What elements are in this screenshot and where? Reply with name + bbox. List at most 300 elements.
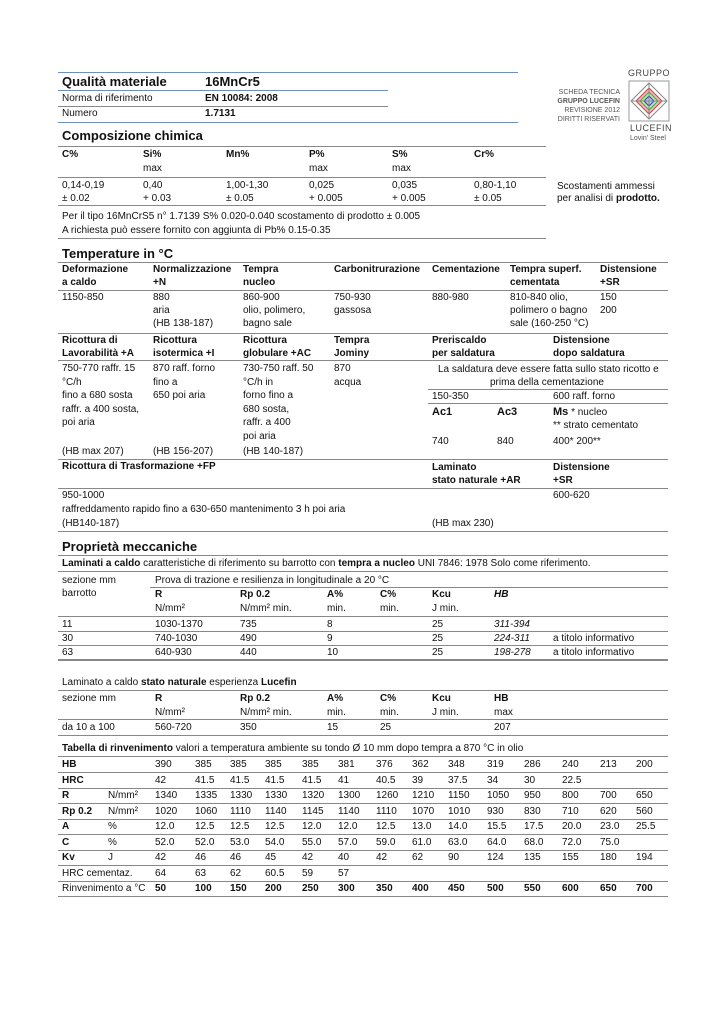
chem-col-header: S% [392,149,408,160]
temp-value: polimero o bagno [510,305,588,316]
temper-cell: 650 [600,883,617,894]
chem-value: 0,40 [143,180,163,191]
chem-rule-mid [58,177,546,178]
temper-row-label: R [62,790,70,801]
temper-cell: 1140 [265,805,287,817]
temper-cell: 41.5 [302,774,322,786]
chem-rule-top [58,146,546,147]
temper-cell: 124 [487,852,504,863]
temper-cell: 1145 [302,805,324,817]
logo-tagline: Lovin' Steel [630,135,666,142]
temper-cell: 1335 [195,790,218,801]
mech-col-header: Kcu [432,589,451,600]
sr-value: 600-620 [553,490,590,501]
temper-cell: 12.0 [338,821,358,832]
temp-rule-3 [58,333,668,334]
temper-cell: 1060 [195,805,218,817]
temper-cell: 62 [230,867,242,879]
mech-cell: 9 [327,633,333,644]
natural-col-unit: max [494,707,513,718]
temper-cell: 560 [636,805,653,817]
section-label-1: sezione mm [62,575,116,586]
temp-header-sub: Jominy [334,348,370,359]
mech-row-rule [58,631,668,632]
temp-header-sub: a caldo [62,277,97,288]
mech-col-unit: min. [327,603,346,614]
mech-intro-bold-2: tempra a nucleo [338,558,415,569]
temp-header-sub: globulare +AC [243,348,312,359]
mech-rule-1 [58,555,668,556]
natural-cell: 207 [494,722,511,733]
sr-header [553,461,610,487]
temper-cell: 68.0 [524,836,544,848]
chem-note-line-1: Scostamenti ammessi [557,181,655,192]
natural-col-unit: min. [380,707,399,718]
temper-cell: 213 [600,759,617,770]
temp-value: forno fino a [243,390,294,401]
temper-cell: 30 [524,774,536,786]
temp-rule-5 [58,459,668,460]
temp-title: Temperature in °C [62,246,174,261]
chem-note-bold: prodotto. [615,193,660,204]
fp-header: Ricottura di Trasformazione +FP [62,461,216,472]
quality-label: Qualità materiale [62,74,167,89]
temper-cell: 54.0 [265,836,285,848]
temper-cell: 300 [338,883,355,894]
temp-value: acqua [334,376,362,388]
natural-col-unit: J min. [432,707,459,718]
fp-value-2: raffreddamento rapido fino a 630-650 mantenimento 3 h poi aria [62,504,346,515]
natural-caption-bold-2: Lucefin [261,677,297,688]
temp-header-sub: Lavorabilità +A [62,348,134,359]
ac3-label: Ac3 [497,406,518,418]
temper-cell: 90 [448,852,460,863]
temp-header: Normalizzazione [153,264,232,275]
temper-cell: 75.0 [600,836,620,848]
temp-header: Cementazione [432,264,500,275]
ms-note: * nucleo [571,407,608,418]
temper-row-label: HB [62,759,77,770]
temper-row-unit: N/mm² [108,805,138,817]
temp-value: 870 [334,363,351,374]
temp-value: raffr. a 400 sosta, [62,403,140,415]
temper-cell: 46 [195,852,207,863]
natural-caption-bold-1: stato naturale [140,677,207,688]
natural-rule-head [58,719,668,720]
natural-col-unit: N/mm² [155,707,185,718]
fp-value-3: (HB140-187) [62,518,120,529]
temper-row-label: HRC [62,774,84,786]
temp-header: Ricottura [153,335,197,346]
temper-cell: 52.0 [195,836,215,848]
temper-cell: 55.0 [302,836,322,848]
temp-value: (HB max 207) [62,446,124,457]
number-label: Numero [62,108,98,119]
temper-row-label: HRC cementaz. [62,867,133,879]
chem-rule-end [58,238,546,239]
chem-rule-bot [58,205,546,206]
temp-header-sub: per saldatura [432,348,495,359]
temper-cell: 20.0 [562,821,582,832]
temper-cell: 1330 [265,790,288,801]
temper-cell: 41 [338,774,350,786]
temper-row-rule [58,772,668,773]
temper-cell: 41.5 [230,774,250,786]
chem-col-header: Cr% [474,149,495,160]
chem-tolerance: ± 0.05 [226,193,254,204]
temper-row-rule [58,896,668,897]
chem-value: 1,00-1,30 [226,180,269,191]
chem-note-text: per analisi di [557,193,614,204]
mech-cell: 640-930 [155,647,192,658]
temper-row-label: C [62,836,70,848]
chem-value: 0,80-1,10 [474,180,517,191]
temp-value: 880-980 [432,292,469,303]
mech-intro [62,558,591,569]
temp-value: 870 raff. forno [153,363,216,374]
header-rule-3 [58,122,518,123]
temper-cell: 1150 [448,790,470,801]
mech-rule-end [58,660,668,661]
temper-cell: 385 [265,759,282,770]
chem-note-line-2 [557,193,660,204]
temper-cell: 286 [524,759,541,770]
quality-value: 16MnCr5 [205,74,260,89]
temper-cell: 180 [600,852,617,863]
mech-col-unit: N/mm² [155,603,185,614]
temper-cell: 42 [155,852,167,863]
mech-col-unit: J min. [432,603,459,614]
natural-rule-end [58,735,668,736]
temper-cell: 1320 [302,790,325,801]
mech-cell: 30 [62,633,74,644]
temper-row-label: Rinvenimento a °C [62,883,146,894]
temper-cell: 240 [562,759,579,770]
temper-row-rule [58,819,668,820]
temp-value: °C/h in [243,376,274,388]
chem-tolerance: ± 0.05 [474,193,502,204]
mech-cell: a titolo informativo [553,633,635,644]
temper-cell: 1110 [230,805,251,817]
stress-relief-value: 600 raff. forno [553,391,616,402]
natural-col-unit: min. [327,707,346,718]
mech-title: Proprietà meccaniche [62,539,198,554]
temp-header: Tempra [243,264,279,275]
temp-rule-2 [58,290,668,291]
temper-cell: 34 [487,774,499,786]
mech-cell: a titolo informativo [553,647,635,658]
temper-title-text: valori a temperatura ambiente su tondo Ø 10 mm dopo tempra a 870 °C in olio [172,743,524,754]
weld-note-2: prima della cementazione [490,377,604,388]
temper-cell: 61.0 [412,836,432,848]
natural-cell: 25 [380,722,392,733]
temper-cell: 100 [195,883,212,894]
natural-cell: da 10 a 100 [62,722,115,733]
temper-cell: 385 [195,759,212,770]
logo-brand-top: GRUPPO [628,68,671,78]
chem-value: 0,14-0,19 [62,180,105,191]
temper-cell: 200 [265,883,282,894]
temper-cell: 1300 [338,790,361,801]
mech-cell: 224-311 [494,633,530,644]
chem-value: 0,025 [309,180,335,191]
mech-cell: 490 [240,633,257,644]
chem-tolerance: + 0.03 [143,193,172,204]
temp-value: aria [153,305,170,316]
lucefin-logo-icon [628,80,670,122]
temper-cell: 600 [562,883,579,894]
mech-col-header: C% [380,589,397,600]
logo-line-1: SCHEDA TECNICA [558,89,620,96]
temper-cell: 59 [302,867,314,879]
temper-cell: 42 [376,852,388,863]
temper-cell: 381 [338,759,355,770]
chem-foot-2: A richiesta può essere fornito con aggiunta di Pb% 0.15-0.35 [62,225,331,236]
chem-col-sub: max [143,163,162,174]
temper-cell: 385 [230,759,247,770]
sr-header-2: +SR [553,475,573,486]
temp-rule-1 [58,262,668,263]
temp-header: Carbonitrurazione [334,264,421,275]
temper-cell: 13.0 [412,821,432,832]
natural-col-header: A% [327,693,344,704]
temper-row-rule [58,865,668,866]
temper-cell: 40.5 [376,774,396,786]
temp-value: sale (160-250 °C) [510,318,589,329]
temp-value: 750-770 raffr. 15 [62,363,136,374]
temper-cell: 52.0 [155,836,175,848]
logo-line-2: GRUPPO LUCEFIN [557,98,620,105]
mech-rule-3 [150,587,668,588]
temp-rule-end [58,531,668,532]
temper-cell: 390 [155,759,172,770]
temper-cell: 376 [376,759,393,770]
mech-cell: 25 [432,633,444,644]
temper-cell: 23.0 [600,821,620,832]
preheat-value: 150-350 [432,391,469,402]
temper-row-unit: % [108,821,117,832]
temp-value: 200 [600,305,617,316]
temp-value: 880 [153,292,170,303]
temper-cell: 250 [302,883,319,894]
natural-col-header: R [155,693,163,704]
temper-cell: 64 [155,867,167,879]
logo-line-4: DIRITTI RISERVATI [557,116,620,123]
temper-cell: 700 [600,790,617,801]
mech-rule-head [58,616,668,617]
temp-value: bagno sale [243,318,292,329]
ms-note-2: ** strato cementato [553,420,639,431]
mech-intro-bold-1: Laminati a caldo [62,558,141,569]
header-top-rule [58,72,518,73]
temper-cell: 830 [524,805,541,817]
temper-cell: 22.5 [562,774,582,786]
logo-brand-bottom: LUCEFIN [630,123,673,133]
chem-col-header: Mn% [226,149,250,160]
mech-col-unit: min. [380,603,399,614]
temp-header-sub: nucleo [243,277,276,288]
chem-tolerance: + 0.005 [392,193,426,204]
natural-section-label: sezione mm [62,693,116,704]
temper-cell: 400 [412,883,429,894]
mech-intro-text-1: caratteristiche di riferimento su barrotto con [140,558,339,569]
temp-value: olio, polimero, [243,305,306,316]
temper-cell: 385 [302,759,319,770]
temper-cell: 12.5 [376,821,396,832]
temp-value: gassosa [334,305,372,316]
chem-tolerance: ± 0.02 [62,193,90,204]
temp-value: (HB 140-187) [243,446,304,457]
temp-rule-4 [58,360,668,361]
header-rule-1 [58,90,388,91]
ac3-value: 840 [497,436,514,447]
temp-header-sub: cementata [510,277,560,288]
natural-rule-1 [58,690,668,691]
temper-cell: 15.5 [487,821,507,832]
temper-cell: 550 [524,883,541,894]
ar-header-1: Laminato [432,462,477,473]
temp-value: °C/h [62,376,82,388]
temp-header-sub: isotermica +I [153,348,215,359]
chem-col-header: Si% [143,149,162,160]
temper-cell: 41.5 [195,774,215,786]
temper-row-label: Rp 0.2 [62,805,93,817]
temper-cell: 930 [487,805,504,817]
fp-value-1: 950-1000 [62,490,105,501]
temp-value: 810-840 olio, [510,292,568,303]
norm-value: EN 10084: 2008 [205,93,278,104]
temper-cell: 800 [562,790,579,801]
temp-header: Preriscaldo [432,335,487,346]
mech-cell: 25 [432,619,444,630]
weld-rule-1 [428,389,668,390]
temper-cell: 62 [412,852,424,863]
temp-header: Ricottura di [62,335,118,346]
temper-cell: 1140 [338,805,360,817]
mech-cell: 311-394 [494,619,530,630]
mech-row-rule [58,645,668,646]
mech-intro-text-2: UNI 7846: 1978 Solo come riferimento. [414,558,591,569]
mech-cell: 740-1030 [155,633,198,644]
natural-col-header: C% [380,693,397,704]
ac1-value: 740 [432,436,449,447]
temper-row-label: A [62,821,70,832]
mech-col-header: R [155,589,163,600]
temper-cell: 37.5 [448,774,468,786]
temp-header: Ricottura [243,335,287,346]
temper-title [62,743,523,754]
temper-title-bold: Tabella di rinvenimento [62,743,173,754]
temper-row-unit: N/mm² [108,790,138,801]
mech-cell: 8 [327,619,333,630]
mech-cell: 1030-1370 [155,619,203,630]
temper-cell: 12.5 [265,821,285,832]
temper-row-rule [58,788,668,789]
mech-col-header: A% [327,589,344,600]
temper-cell: 348 [448,759,465,770]
temper-cell: 12.5 [230,821,250,832]
temper-row-rule [58,803,668,804]
natural-col-header: HB [494,693,509,704]
temp-header: Tempra superf. [510,264,582,275]
ar-header-2: stato naturale +AR [432,475,521,486]
temper-cell: 1330 [230,790,253,801]
natural-caption-1: Laminato a caldo [62,677,141,688]
weld-note-1: La saldatura deve essere fatta sullo stato ricotto e [438,364,659,375]
mech-cell: 440 [240,647,257,658]
norm-label: Norma di riferimento [62,93,153,104]
temper-cell: 1020 [155,805,178,817]
temp-value: 650 poi aria [153,390,206,401]
temp-value: 750-930 [334,292,371,303]
natural-caption [62,677,297,688]
temp-value: (HB 156-207) [153,446,214,457]
natural-col-header: Rp 0.2 [240,693,271,704]
mech-cell: 11 [62,619,73,630]
temper-cell: 63 [195,867,207,879]
mech-cell: 63 [62,647,74,658]
temper-cell: 950 [524,790,541,801]
temper-cell: 64.0 [487,836,507,848]
temper-cell: 150 [230,883,247,894]
section-label-2: barrotto [62,588,97,599]
temper-cell: 42 [155,774,167,786]
temper-cell: 1070 [412,805,435,817]
temp-value: poi aria [243,430,276,442]
mech-col-header: Rp 0.2 [240,589,271,600]
chem-foot-1: Per il tipo 16MnCrS5 n° 1.7139 S% 0.020-0.040 scostamento di prodotto ± 0.005 [62,211,421,222]
temper-rule-top [58,756,668,757]
mech-cell: 10 [327,647,339,658]
temper-cell: 59.0 [376,836,396,848]
temper-cell: 17.5 [524,821,544,832]
temp-value: poi aria [62,417,95,428]
temper-cell: 1050 [487,790,510,801]
weld-rule-2 [428,403,668,404]
ar-value: (HB max 230) [432,518,494,529]
mech-col-header: HB [494,589,509,600]
temper-cell: 362 [412,759,429,770]
temp-header-sub: +SR [600,277,620,288]
mech-cell: 198-278 [494,647,531,658]
chem-title: Composizione chimica [62,128,203,143]
chem-col-sub: max [392,163,411,174]
test-caption: Prova di trazione e resilienza in longitudinale a 20 °C [155,575,390,586]
ms-label [553,406,607,418]
temp-value: fino a 680 sosta [62,390,133,401]
temper-cell: 14.0 [448,821,468,832]
temper-cell: 620 [600,805,617,817]
temp-value: 150 [600,292,617,303]
temp-value: raffr. a 400 [243,417,291,428]
header-rule-2 [58,106,388,107]
temper-cell: 155 [562,852,579,863]
temp-value: fino a [153,376,178,388]
chem-tolerance: + 0.005 [309,193,343,204]
temper-cell: 50 [155,883,167,894]
temper-cell: 12.0 [302,821,322,832]
temper-cell: 1010 [448,805,471,817]
temper-cell: 1210 [412,790,435,801]
temper-cell: 46 [230,852,242,863]
temper-cell: 200 [636,759,653,770]
temper-cell: 41.5 [265,774,285,786]
temper-cell: 72.0 [562,836,582,848]
temper-row-unit: J [108,852,113,863]
temper-cell: 53.0 [230,836,250,848]
temper-cell: 57.0 [338,836,358,848]
logo-caption [540,88,620,124]
